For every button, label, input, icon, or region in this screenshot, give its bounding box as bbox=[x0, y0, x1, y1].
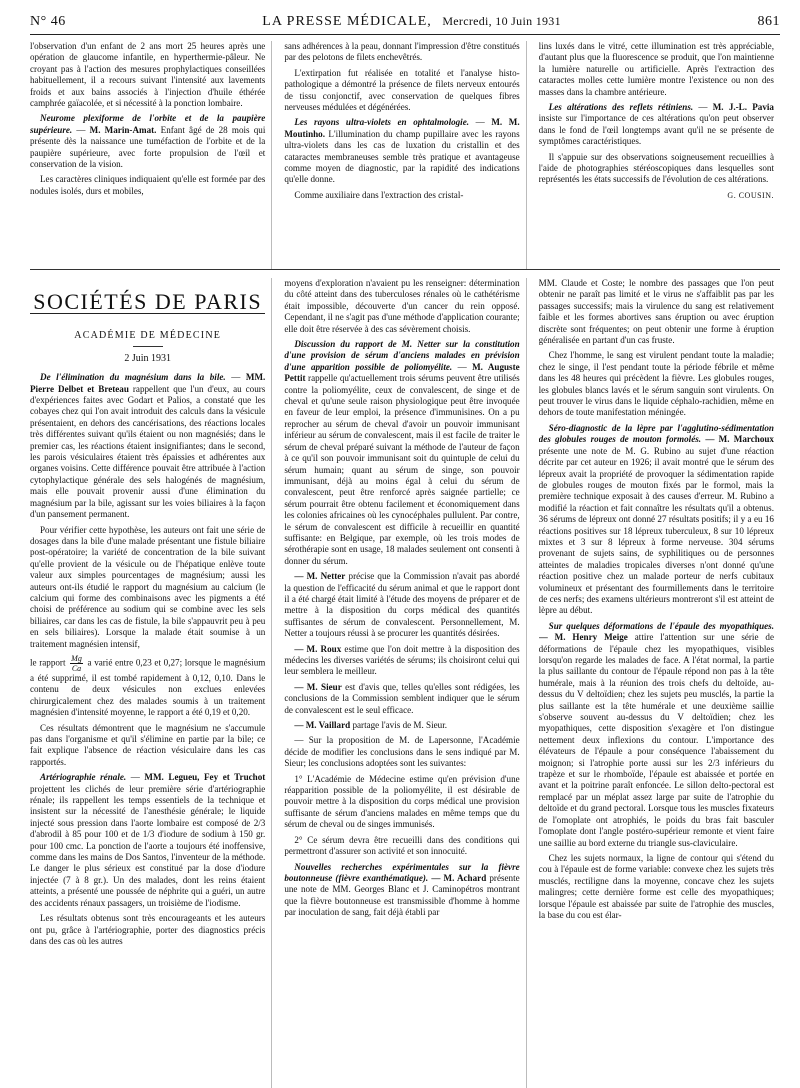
paragraph: Chez l'homme, le sang est virulent pendant toute la maladie; chez le singe, il l'est pendant toute la période fébrile et même dans les 48 heures qui précèdent la fièvre. Les globules rouges, les globules blancs lavés et le sérum sanguin sont virulents. On peut trouver le virus dans le liquide céphalo-rachidien, même en dehors de toute manifestation méningée. bbox=[538, 350, 774, 418]
article-author: M. J.-L. Pavia bbox=[712, 102, 774, 113]
paragraph: Il s'appuie sur des observations soigneusement recueillies à l'aide de photographies stéréoscopiques dans lesquelles sont représentés les états successifs de l'évolution de ces altérations. bbox=[538, 151, 774, 185]
article-paragraph: Les rayons ultra-violets en ophtalmologie. — M. M. Moutinho. L'illumination du champ pupillaire avec les rayons ultra-violets dans les cas de luxation du cristallin et des cataractes membraneuses semble très pratique et avantageuse comme moyen de diagnostic, par la rapidité des indications qu'elle donne. bbox=[284, 117, 520, 185]
article-text: insiste sur l'importance de ces altérations qu'on peut observer dans le fond de l'œil longtemps avant qu'il ne se présente de symptômes caractéristiques. bbox=[538, 113, 774, 147]
masthead-title bbox=[262, 14, 561, 30]
top-column-1 bbox=[30, 41, 272, 269]
article-paragraph: Neurome plexiforme de l'orbite et de la paupière supérieure. — M. Marin-Amat. Enfant âgé de 28 mois qui présente dès la naissance une tuméfaction de l'orbite et de la paupière supérieure, avec forte propulsion de l'œil et conservation de la vision. bbox=[30, 113, 266, 170]
top-column-3 bbox=[539, 41, 780, 269]
issue-number: N° 46 bbox=[30, 14, 66, 29]
article-author: M. M. Moutinho. bbox=[284, 117, 520, 139]
article-paragraph bbox=[284, 720, 519, 731]
paragraph: MM. Claude et Coste; le nombre des passages que l'on peut obtenir ne paraît pas limité et le virus ne s'affaiblit pas par les passages successifs; mais la virulence du sang est relativement faible et les formes abortives sans éruption ou avec éruption discrète sont fréquentes; on peut obtenir une forme à éruption généralisée en partant d'un cas fruste. bbox=[538, 278, 774, 346]
paragraph: Les résultats obtenus sont très encourageants et les auteurs ont pu, grâce à l'artériographie, porter des diagnostics précis dans des cas où les autres bbox=[30, 913, 266, 946]
article-paragraph: De l'élimination du magnésium dans la bile. — MM. Pierre Delbet et Breteau rappellent que l'un d'eux, au cours d'expériences faites avec Godart et Palios, a constaté que les cobayes chez qui l'on avait introduit des calculs dans la vésicule présentaient, en dehors des cancérisations, des réactions locales très différentes suivant qu'ils étaient ou non magnésiés; dans le premier cas, les réactions étaient insignifiantes; dans le second, les parois vésiculaires étaient très épaissies et adhérentes aux organes voisins. Cette différence pouvait être attribuée à l'action cytophylactique générale des sels halogénés de magnésium, mais elle pouvait provenir aussi d'une élimination du magnésium par la bile, agissant sur les voies biliaires à la façon d'un pansement permanent. bbox=[30, 372, 266, 520]
mg-ca-ratio bbox=[70, 654, 83, 673]
article-paragraph bbox=[539, 423, 774, 617]
academy-heading bbox=[30, 330, 265, 346]
article-title: Sur quelques déformations de l'épaule des myopathiques. bbox=[548, 620, 774, 631]
paragraph: lins luxés dans le vitré, cette illumination est très appréciable, d'autant plus que la fluorescence se produit, que l'on maintienne la lumière naturelle ou artificielle. Après l'extraction des cataractes molles cette lumière montre l'existence ou non des masses dans la chambre antérieure. bbox=[538, 41, 774, 97]
article-author: — M. Marchoux bbox=[705, 434, 774, 445]
bottom-column-3 bbox=[539, 278, 780, 1088]
article-author: — M. Sieur bbox=[294, 681, 342, 692]
article-title: Artériographie rénale. bbox=[40, 772, 127, 783]
article-text: attire l'attention sur une série de déformations de l'épaule chez les myopathiques, visibles lorsqu'on regarde les malades de face. A l'état normal, la partie la plus saillante du contour de l'épaule répond non pas à la tête humérale, mais à la réunion des trois chefs du deltoïde, au-dessus du V deltoïdien; chez les sujets peu musclés, la partie la plus saillante est la tête humérale et une deuxième saillie s'observe souvent au-dessus du V deltoïdien; chez les myopathiques, cette disposition s'exagère et l'on distingue nettement deux inflexions du contour. L'importance des élévateurs de l'épaule a pour conséquence l'abaissement du moignon; si l'atrophie porte aussi sur les 2/3 inférieurs du trapèze et sur le rhomboïde, l'épaule est abaissée et portée en avant et la poitrine paraît enfoncée. Le sillon delto-pectoral est remplacé par un méplat assez large par suite de l'atrophie du deltoïde et du grand pectoral. Lorsque tous les muscles fixateurs de l'omoplate ont atrophiés, le poids du bras fait basculer l'omoplate dont l'angle postéro-supérieur remonte et vient faire une saillie au bord externe du triangle sus-claviculaire. bbox=[538, 632, 774, 848]
article-paragraph: Discussion du rapport de M. Netter sur la constitution d'une provision de sérum d'anciens malades en prévision d'une apparition possible de poliomyélite. — M. Auguste Pettit rappelle qu'actuellement trois sérums peuvent être utilisés contre la poliomyélite, ceux de convalescent, de singe et de cheval et qu'une seule raison physiologique peut être invoquée en faveur de leur emploi, la présence d'immunisines. On a pu reprocher au sérum de cheval d'avoir un pouvoir immunisant inférieur au sérum de convalescent, mais il est facile de traiter le sérum de cheval préparé suivant la méthode de l'auteur de façon à ce qu'il son pouvoir immunisant soit du quintuple de celui du sérum humain; quant au sérum de singe, son pouvoir immunisant, déjà au moins égal à celui du sérum de convalescent, peut être renforcé après saignée partielle; ce sérum pourrait être obtenu facilement et économiquement dans les colonies africaines où les cynocéphales pullulent. Par contre, le sérum de convalescent est difficile à recueillir en quantité suffisante: en Belgique, par exemple, où les trois modes de sérothérapie sont en usage, 18 malades seulement ont consenti à donner du sérum. bbox=[284, 339, 520, 566]
article-author: — M. Henry Meige bbox=[538, 632, 628, 643]
section-heading: SOCIÉTÉS DE PARIS bbox=[30, 296, 265, 314]
page-number: 861 bbox=[757, 14, 780, 29]
article-text: partage l'avis de M. Sieur. bbox=[352, 720, 448, 731]
bottom-column-2 bbox=[284, 278, 526, 1088]
article-title: Discussion du rapport de M. Netter sur la constitution d'une provision de sérum d'anciens malades en prévision d'une apparition possible de poliomyélite. bbox=[284, 339, 520, 372]
article-text: est d'avis que, telles qu'elles sont rédigées, les conclusions de la Commission semblent indiquer que le sérum de convalescent est le seul efficace. bbox=[284, 681, 520, 715]
issue-date: Mercredi, 10 Juin 1931 bbox=[442, 14, 561, 28]
article-title: Nouvelles recherches expérimentales sur la fièvre boutonneuse (fièvre exanthématique). bbox=[284, 861, 520, 883]
article-author: MM. Legueu, Fey et Truchot bbox=[144, 772, 266, 783]
paragraph: Comme auxiliaire dans l'extraction des cristal- bbox=[294, 189, 464, 200]
article-title: Neurome plexiforme de l'orbite et de la paupière supérieure. bbox=[30, 113, 266, 135]
paragraph: L'extirpation fut réalisée en totalité et l'analyse histo-pathologique a démontré la présence de filets nerveux entourés de tissu conjonctif, avec conservation de quelques fibres nerveuses médulées et dégénérées. bbox=[284, 67, 520, 113]
article-author: — M. Roux bbox=[294, 643, 342, 654]
signature: G. COUSIN. bbox=[727, 190, 774, 200]
article-paragraph bbox=[284, 862, 519, 919]
article-paragraph bbox=[284, 571, 519, 639]
journal-name: LA PRESSE MÉDICALE, bbox=[262, 14, 432, 29]
article-paragraph bbox=[284, 644, 519, 678]
article-author: — M. Netter bbox=[294, 571, 346, 582]
fraction-numerator: Mg bbox=[71, 653, 82, 663]
article-title: Les rayons ultra-violets en ophtalmologie. bbox=[294, 117, 470, 128]
article-author: M. Marin-Amat. bbox=[89, 124, 157, 135]
paragraph: Chez les sujets normaux, la ligne de contour qui s'étend du cou à l'épaule est de forme variable: convexe chez les sujets très musclés, rectiligne dans la moyenne, concave chez les sujets malingres; cette dernière forme est celle des myopathiques; lorsque l'épaule est abaissée par suite de l'atrophie des muscles, la base du cou est élar- bbox=[538, 852, 774, 920]
article-author: — M. Vaillard bbox=[294, 720, 351, 731]
article-paragraph bbox=[284, 682, 519, 716]
paragraph: Ces résultats démontrent que le magnésium ne s'accumule pas dans l'organisme et qu'il s'élimine en partie par la bile; ce fait explique l'absence de réaction vésiculaire dans les cas rapportés. bbox=[30, 722, 266, 767]
paragraph: l'observation d'un enfant de 2 ans mort 25 heures après une opération de glaucome infantile, en hyperthermie-pâleur. Ne croyant pas à l'action des mesures prophylactiques conseillées habituellement, il a recours suivant l'intensité aux lavements froids et aux bains associés à l'injection d'huile éthérée camphrée gaïacolée, et si nécessité à la ponction lombaire. bbox=[30, 41, 266, 109]
article-paragraph bbox=[539, 621, 774, 849]
article-paragraph: Artériographie rénale. — MM. Legueu, Fey et Truchot projettent les clichés de leur première série d'artériographie rénale; ils rappellent les temps essentiels de la technique et insistent sur la nécessité de l'anesthésie générale; le liquide injecté sous pression dans l'aorte lombaire est composé de 2/3 d'abrodil à 85 pour 100 et de 1/3 d'iodure de sodium à 150 gr. pour 100 cmc. La ponction de l'aorte a toujours été inoffensive, comme dans les mains de Dos Santos, l'inventeur de la méthode. Le danger le plus sérieux est constitué par la dose d'iodure injectée (7 à 8 gr.). Un des malades, dont les reins étaient atteints, a présenté une poussée de néphrite qui a guéri, un autre des accidents rénaux passagers, un troisième de l'iodisme. bbox=[30, 772, 266, 908]
formula-text: a varié entre 0,23 et 0,27; lorsque le magnésium a été supprimé, il est tombé rapidement à 0,12, 0,10. Dans le contenu de deux vésicules non exclues enlevées chirurgicalement chez des malades soumis à un traitement magnésien d'intensité moyenne, le rapport a été 0,19 et 0,20. bbox=[30, 657, 266, 718]
article-author: M. Auguste Pettit bbox=[284, 361, 520, 384]
session-date: 2 Juin 1931 bbox=[124, 352, 171, 364]
article-author: — M. Achard bbox=[431, 872, 487, 883]
article-title: Les altérations des reflets rétiniens. bbox=[548, 102, 694, 113]
paragraph: Pour vérifier cette hypothèse, les auteurs ont fait une série de dosages dans la bile d'une malade présentant une fistule biliaire post-opératoire; la variété de concentration de la bile suivant qu'elle provient de la vésicule ou de l'hépatique enlève toute valeur aux simples pourcentages de magnésium; aussi les auteurs ont-ils étudié le rapport du magnésium au calcium (le calcium qui forme des combinaisons avec les pigments a été choisi de préférence au sodium qui se combine avec les sels biliaires, car dans les cas de fistule, la bile s'appauvrit peu à peu en sels biliaires). Lorsque la malade était soumise à un traitement magnésien intensif, bbox=[30, 524, 266, 649]
article-text: projettent les clichés de leur première série d'artériographie rénale; ils rappellent les temps essentiels de la technique et insistent sur la nécessité de l'anesthésie générale; le liquide injecté sous pression dans l'aorte lombaire est composé de 2/3 d'abrodil à 85 pour 100 et de 1/3 d'iodure de sodium à 150 gr. pour 100 cmc. La ponction de l'aorte a toujours été inoffensive, comme dans les mains de Dos Santos, l'inventeur de la méthode. Le danger le plus sérieux est constitué par la dose d'iodure injectée (7 à 8 gr.). Un des malades, dont les reins étaient atteints, a présenté une poussée de néphrite qui a guéri, un autre des accidents rénaux passagers, un troisième de l'iodisme. bbox=[30, 783, 266, 908]
fraction-denominator: Ca bbox=[71, 663, 82, 673]
article-text: Enfant âgé de 28 mois qui présente dès la naissance une tuméfaction de l'orbite et de la paupière supérieure, avec forte propulsion de l'œil et conservation de la vision. bbox=[30, 124, 266, 170]
article-title: De l'élimination du magnésium dans la bile. bbox=[40, 372, 226, 383]
newspaper-page bbox=[30, 14, 780, 1074]
article-text: rappelle qu'actuellement trois sérums peuvent être utilisés contre la poliomyélite, ceux de convalescent, de singe et de cheval et qu'une seule raison physiologique peut être invoquée en faveur de leur emploi, la présence d'immunisines. On a pu reprocher au sérum de cheval d'avoir un pouvoir immunisant inférieur au sérum de convalescent, mais il est facile de traiter le sérum de cheval préparé suivant la méthode de l'auteur de façon à ce qu'il son pouvoir immunisant soit du quintuple de celui du sérum humain; quant au sérum de singe, son pouvoir immunisant, déjà au moins égal à celui du sérum de convalescent, peut être renforcé après saignée partielle; ce sérum pourrait être obtenu facilement et économiquement dans les colonies africaines où les cynocéphales pullulent. Par contre, le sérum de convalescent est difficile à recueillir en quantité suffisante: en Belgique, par exemple, où les trois modes de sérothérapie sont en usage, 18 malades seulement ont consenti à donner du sérum. bbox=[284, 373, 520, 566]
article-text: estime que l'on doit mettre à la disposition des médecins les diverses variétés de sérums; ils choisiront celui qui leur semblera le meilleur. bbox=[284, 643, 520, 677]
article-text: L'illumination du champ pupillaire avec les rayons ultra-violets dans les cas de luxation du cristallin et des cataractes membraneuses semble très pratique et avantageuse comme moyen de diagnostic, par la rapidité des indications qu'elle donne. bbox=[284, 128, 520, 185]
formula-lead: le rapport bbox=[30, 657, 66, 668]
bottom-column-1 bbox=[30, 278, 272, 1088]
masthead bbox=[30, 14, 780, 35]
paragraph: — Sur la proposition de M. de Lapersonne, l'Académie décide de modifier les conclusions dans le sens indiqué par M. Sieur; les conclusions adoptées sont les suivantes: bbox=[284, 735, 520, 769]
bottom-section bbox=[30, 270, 780, 1088]
article-title: Séro-diagnostic de la lèpre par l'agglutino-sédimentation des globules rouges de mouton formolés. bbox=[538, 422, 774, 445]
divider bbox=[133, 346, 163, 347]
paragraph: Les caractères cliniques indiquaient qu'elle est formée par des nodules isolés, durs et mobiles, bbox=[30, 174, 266, 196]
top-section bbox=[30, 35, 780, 270]
paragraph: moyens d'exploration n'avaient pu les renseigner: détermination du côté atteint dans des tuberculoses rénales où le cathétérisme était impossible, découverte d'un cancer du rein opposé. Cependant, il ne s'agit pas d'une méthode d'application courante; elle doit être réservée à des cas sévèrement choisis. bbox=[284, 278, 520, 334]
article-text: présente une note de M. G. Rubino au sujet d'une réaction décrite par cet auteur en 1926; il avait montré que le sérum des lépreux avait la propriété de provoquer la sédimentation rapide de globules rouges de mouton fixés par le formol, mais la première technique exposait à des causes d'erreur. M. Rubino a modifié la réaction et fait connaître les résultats qu'il a obtenus. 36 sérums de lépreux ont donné 27 résultats positifs; il y a eu 16 réactions positives sur 18 lépreux tuberculeux, 8 sur 10 lépreux mixtes et 3 sur 8 lépreux à forme nerveuse. 304 sérums provenant de sujets sains, de syphilitiques ou de personnes atteintes de maladies tropicales diverses n'ont donné qu'une réaction positive chez un malade porteur de nerfs cubitaux volumineux et présentant des fourmillements dans le territoire de ces nerfs; des examens ultérieurs montreront s'il est atteint de lèpre au début. bbox=[538, 445, 774, 616]
top-column-2 bbox=[284, 41, 526, 269]
paragraph: sans adhérences à la peau, donnant l'impression d'être constitués par des pelotons de filets enchevêtrés. bbox=[284, 41, 520, 63]
article-text: présente une note de MM. Georges Blanc et J. Caminopétros montrant que la fièvre boutonneuse est transmissible d'homme à homme par inoculation de sang, fait déjà établi par bbox=[284, 872, 520, 918]
academy-name: ACADÉMIE DE MÉDECINE bbox=[74, 330, 222, 342]
article-text: précise que la Commission n'avait pas abordé la question de l'efficacité du sérum animal et que le rapport dont il a été chargé était limité à l'étude des moyens de préparer et de mettre à la disposition du corps médical des quantités suffisantes de sérum de convalescent. Personnellement, M. Netter a toujours réussi à se procurer les quantités désirées. bbox=[284, 571, 520, 639]
formula-paragraph bbox=[30, 654, 265, 719]
article-paragraph: Les altérations des reflets rétiniens. — M. J.-L. Pavia insiste sur l'importance de ces altérations qu'on peut observer dans le fond de l'œil longtemps avant qu'il ne se présente de symptômes caractéristiques. bbox=[538, 102, 774, 147]
paragraph: 2° Ce sérum devra être recueilli dans des conditions qui permettront d'assurer son activité et son innocuité. bbox=[284, 834, 520, 857]
article-text: rappellent que l'un d'eux, au cours d'expériences faites avec Godart et Palios, a constaté que les cobayes chez qui l'on avait introduit des calculs dans la vésicule présentaient, en dehors des cancérisations, des réactions locales très différentes suivant qu'ils étaient ou non magnésiés; dans le premier cas, les réactions étaient insignifiantes; dans le second, les parois vésiculaires étaient très épaissies et adhérentes aux organes voisins. Cette différence pouvait être attribuée à l'action cytophylactique générale des sels halogénés de magnésium, mais elle pouvait provenir aussi d'une élimination du magnésium par la bile, agissant sur les voies biliaires à la façon d'un pansement permanent. bbox=[30, 383, 266, 520]
article-author: MM. Pierre Delbet et Breteau bbox=[30, 372, 266, 394]
paragraph: 1° L'Académie de Médecine estime qu'en prévision d'une réapparition possible de la poliomyélite, il est désirable de pouvoir mettre à la disposition du corps médical une provision suffisante de sérum d'anciens malades en même temps que du sérum de cheval ou de singes immunisés. bbox=[284, 773, 520, 830]
